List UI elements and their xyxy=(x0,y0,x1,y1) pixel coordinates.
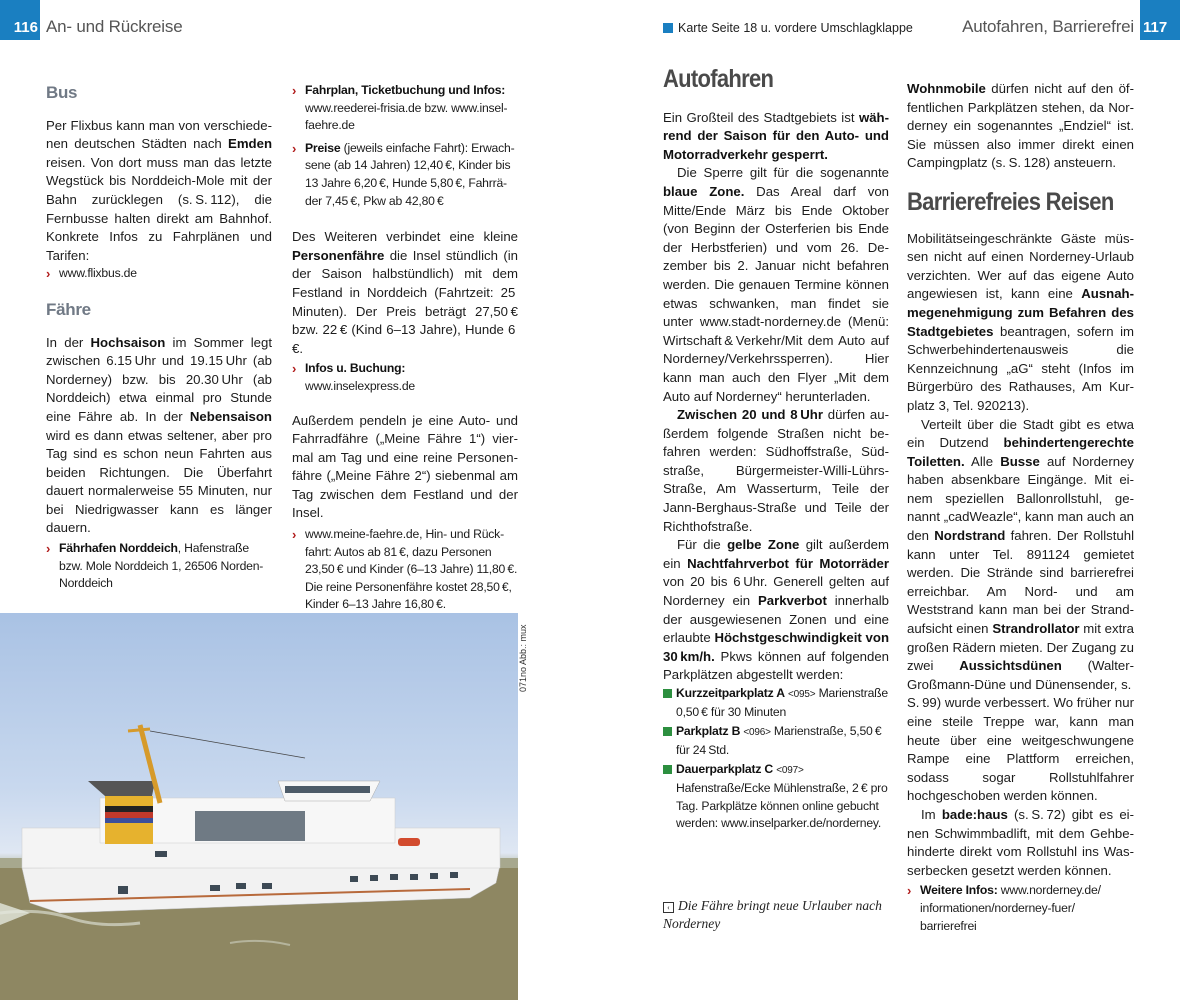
column-1 xyxy=(46,84,272,593)
page-number-right: 117 xyxy=(1140,0,1180,40)
section-heading-autofahren: Autofahren xyxy=(663,65,774,93)
chevron-right-icon: › xyxy=(292,140,297,156)
barrierefrei-intro: Mobilitätseingeschränkte Gäste müssen nicht auf einen Norderney-Urlaub verzichten. Wer auf das eigene Auto angewiesen ist, kann eine Ausnahmegenehmigung zum Befahren des Stadtgebietes beantragen, sofern im Schwerbehindertenausweis die Kennzeichnung „aG“ steht (Infos im Bürgerbüro des Rathauses, Am Kurplatz 3, Tel. 920213). xyxy=(907,230,1134,413)
caption-arrow-left-icon: ‹ xyxy=(663,902,674,913)
faehre-paragraph: In der Hochsaison im Sommer legt zwischen 6.15 Uhr und 19.15 Uhr (ab Norderney) bzw. bis 20.30 Uhr (ab Norddeich) etwa einmal pro Stunde eine Fähre ab. In der Nebensaison wird es dann etwas seltener, aber pro Tag sind es schon neun Fahrten aus beiden Richtungen. Die Überfahrt dauert normalerweise 55 Minuten, nur bei Niedrigwasser kann es länger dauern. xyxy=(46,334,272,536)
bus-paragraph: Per Flixbus kann man von verschiedenen deutschen Städten nach Emden reisen. Von dort muss man das letzte Wegstück bis Norddeich-Mole mit der Bahn zurücklegen (s. S. 112), die Fernbusse halten direkt am Bahnhof. Konkrete Infos zu Fahrplänen und Tarifen: xyxy=(46,117,272,263)
chevron-right-icon: › xyxy=(46,266,51,282)
column-2 xyxy=(292,82,518,614)
wohnmobile-paragraph: Wohnmobile dürfen nicht auf den öffentlichen Parkplätzen stehen, da Norderney ein sogenanntes „Endziel“ ist. Sie müssen also immer direkt einen Campingplatz (s. S. 128) ansteuern. xyxy=(907,81,1134,171)
parking-item-b: Parkplatz B <096> Marienstraße, 5,50 € für 24 Std. xyxy=(663,723,889,759)
chevron-right-icon: › xyxy=(292,83,297,98)
chevron-right-icon: › xyxy=(292,361,297,377)
toiletten-paragraph: Verteilt über die Stadt gibt es etwa ein Dutzend behindertengerechte Toiletten. Alle Busse auf Norderney haben absenkbare Eingänge. Mit einem speziellen Ballonrollstuhl, genannt „cadWeazle“, kann man auch an den Nordstrand fahren. Der Rollstuhl kann unter Tel. 891124 gemietet werden. Die Strände sind barrierefrei erreichbar. Am Nord- und am Weststrand kann man bei der Strandaufsicht einen Strandrollator mit extra großen Rädern mieten. Der Zugang zu zwei Aussichtsdünen (Walter-Großmann-Düne und Dünensender, s. S. 99) wurde verbessert. Wo früher nur eine steile Treppe war, kann man heute über eine weitgeschwungene Rampe eine Plattform erreichen, sodass sogar Rollstuhlfahrer hochgeschoben werden können. xyxy=(907,416,1135,804)
gelbe-zone-paragraph: Für die gelbe Zone gilt außerdem ein Nachtfahrverbot für Motorräder von 20 bis 6 Uhr. Generell gelten auf Norderney ein Parkverbot innerhalb der ausgewiesenen Zonen und eine erlaubte Höchstgeschwindigkeit von 30 km/h. Pkws können auf folgenden Parkplätzen abgestellt werden: xyxy=(663,537,890,683)
map-square-icon xyxy=(663,23,673,33)
running-head-left: An- und Rückreise xyxy=(46,17,183,36)
badehaus-paragraph: Im bade:haus (s. S. 72) gibt es einen Schwimmbadlift, mit dem Gehbehinderte direkt vom Rollstuhl ins Wasserbecken gesetzt werden können. xyxy=(907,806,1134,878)
parking-item-a: Kurzzeitparkplatz A <095> Marienstraße 0,50 € für 30 Minuten xyxy=(663,685,889,721)
page-number-left: 116 xyxy=(0,0,40,40)
flixbus-link-item[interactable] xyxy=(46,265,272,283)
timetable-info-item[interactable]: › Fahrplan, Ticketbuchung und Infos: www.reederei-frisia.de bzw. www.inselfaehre.de xyxy=(292,83,508,133)
blaue-zone-paragraph: Die Sperre gilt für die sogenannte blaue Zone. Das Areal darf von Mitte/Ende März bis Ende Oktober (von Beginn der Osterferien bis Ende der Herbstferien) und vom 26. Dezember bis 2. Januar nicht befahren werden. Die genauen Termine können etwas schwanken, man findet sie unter www.stadt-norderney.​de (Menü: Wirtschaft & Verkehr/Mit dem Auto auf Norderney/Verkehrssperren). Hier kann man auch den Flyer „Mit dem Auto auf Norderney“ herunterladen. xyxy=(663,165,889,404)
inselexpress-info-item[interactable]: › Infos u. Buchung: www.inselexpress.de xyxy=(292,361,415,393)
section-heading-bus: Bus xyxy=(46,83,78,102)
flixbus-link[interactable]: www.flixbus.de xyxy=(59,266,137,281)
section-heading-barrierefrei: Barrierefreies Reisen xyxy=(907,187,1114,216)
column-4 xyxy=(907,80,1134,935)
running-head-right: Autofahren, Barrierefrei xyxy=(962,17,1134,36)
meine-faehre-paragraph: Außerdem pendeln je eine Auto- und Fahrradfähre („Meine Fähre 1“) viermal am Tag und eine reine Personenfähre („Meine Fähre 2“) siebenmal am Tag zwischen dem Festland und der Insel. xyxy=(292,412,518,521)
parking-square-icon xyxy=(663,689,672,698)
parking-item-c: Dauerparkplatz C <097> Hafenstraße/Ecke Mühlenstraße, 2 € pro Tag. Parkplätze können online gebucht werden: www.inselparker.de/norderney. xyxy=(663,761,889,832)
personenfaehre-paragraph: Des Weiteren verbindet eine kleine Personenfähre die Insel stündlich (in der Saison halbstündlich) mit dem Festland in Norddeich (Fahrtzeit: 25 Minuten). Der Preis beträgt 27,50 € bzw. 22 € (Kind 6–13 Jahre), Hunde 6 €. xyxy=(292,229,518,356)
harbor-info-item: › Fährhafen Norddeich, Hafenstraße bzw. Mole Norddeich 1, 26506 Norden-Norddeich xyxy=(46,541,264,591)
parking-square-icon xyxy=(663,727,672,736)
chevron-right-icon: › xyxy=(46,541,51,557)
prices-info-item: › Preise (jeweils einfache Fahrt): Erwachsene (ab 14 Jahren) 12,40 €, Kinder bis 13 Jahre 6,20 €, Hunde 5,80 €, Fahrräder 7,45 €, Pkw ab 42,80 € xyxy=(292,140,515,208)
weitere-infos-item[interactable]: › Weitere Infos: www.norderney.de/ informationen/norderney-fuer/ barrierefrei xyxy=(907,883,1101,933)
photo-credit: 071no Abb.: mux xyxy=(518,624,528,692)
section-heading-faehre: Fähre xyxy=(46,299,91,319)
ferry-photo xyxy=(0,613,518,1000)
chevron-right-icon: › xyxy=(292,527,297,543)
ferry-ship-illustration xyxy=(0,613,518,1000)
map-reference xyxy=(663,21,913,35)
chevron-right-icon: › xyxy=(907,883,912,899)
photo-caption: ‹ Die Fähre bringt neue Urlauber nach Norderney xyxy=(663,898,882,931)
map-reference-text: Karte Seite 18 u. vordere Umschlagklappe xyxy=(678,21,913,35)
meine-faehre-info-item[interactable]: › www.meine-faehre.de, Hin- und Rückfahrt: Autos ab 81 €, dazu Personen 23,50 € und Kinder (6–13 Jahre) 11,80 €. Die reine Personenfähre kostet 28,50 €, Kinder 6–13 Jahre 16,80 €. xyxy=(292,527,518,612)
column-3 xyxy=(663,65,890,835)
nachtsperre-paragraph: Zwischen 20 und 8 Uhr dürfen außerdem folgende Straßen nicht befahren werden: Südhoffstraße, Südstraße, Bürgermeister-Willi-Lührs-Straße, Am Wasserturm, Teile der Jann-Berghaus-Straße und Teile der Richthofstraße. xyxy=(663,407,890,534)
parking-square-icon xyxy=(663,765,672,774)
autofahren-intro: Ein Großteil des Stadtgebiets ist während der Saison für den Auto- und Motorradverkehr gesperrt. xyxy=(663,109,889,162)
